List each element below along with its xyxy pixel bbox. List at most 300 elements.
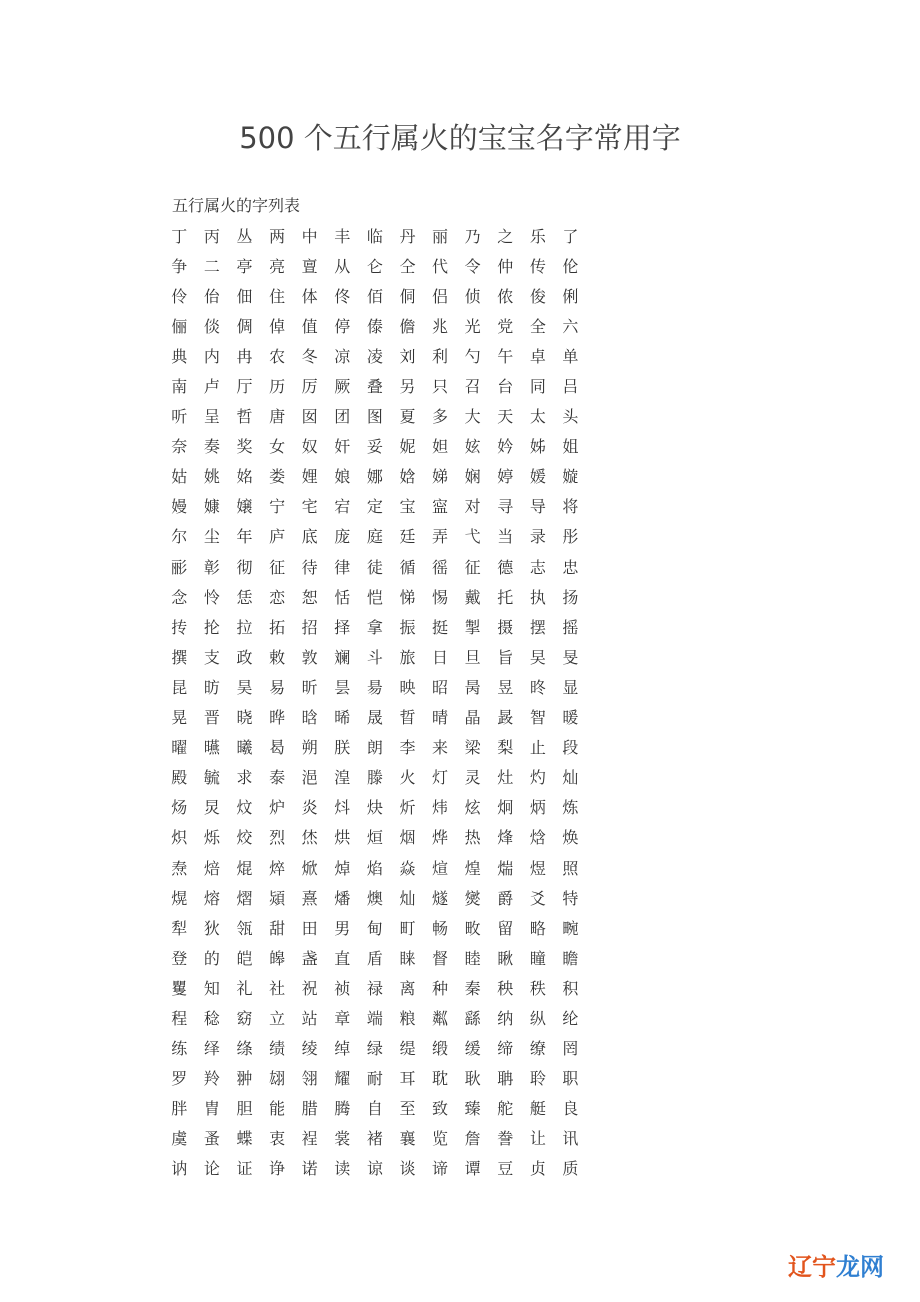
char-cell: 呈 [203,407,220,427]
char-cell: 六 [562,316,579,336]
char-cell: 代 [432,256,449,276]
char-cell: 恁 [236,587,253,607]
char-cell: 丰 [334,226,351,246]
char-cell: 的 [203,948,220,968]
char-cell: 端 [366,1008,383,1028]
char-cell: 誊 [497,1129,514,1149]
char-cell: 挺 [432,617,449,637]
char-cell: 聆 [529,1069,546,1089]
char-cell: 叠 [366,377,383,397]
char-cell: 朔 [301,738,318,758]
char-cell: 李 [399,738,416,758]
char-cell: 耀 [334,1069,351,1089]
char-cell: 昆 [171,677,188,697]
char-cell: 裳 [334,1129,351,1149]
char-cell: 徭 [432,557,449,577]
char-cell: 罗 [171,1069,188,1089]
char-cell: 炔 [366,798,383,818]
char-cell: 凉 [334,346,351,366]
page-title: 500 个五行属火的宝宝名字常用字 [239,121,681,155]
char-cell: 虞 [171,1129,188,1149]
char-cell: 社 [269,978,286,998]
char-cell: 瞅 [497,948,514,968]
char-cell: 纵 [529,1008,546,1028]
char-cell: 煜 [529,858,546,878]
char-cell: 怜 [203,587,220,607]
char-cell: 瓴 [236,918,253,938]
char-cell: 召 [464,377,481,397]
char-cell: 晸 [497,708,514,728]
char-cell: 烨 [432,828,449,848]
char-cell: 绰 [334,1039,351,1059]
char-cell: 焰 [366,858,383,878]
char-cell: 唐 [269,407,286,427]
char-cell: 娌 [301,467,318,487]
char-cell: 止 [529,738,546,758]
char-cell: 烽 [497,828,514,848]
char-cell: 刘 [399,346,416,366]
char-cell: 佁 [203,286,220,306]
char-cell: 大 [464,407,481,427]
char-cell: 讯 [562,1129,579,1149]
char-cell: 了 [562,226,579,246]
char-cell: 廷 [399,527,416,547]
char-cell: 体 [301,286,318,306]
char-cell: 寍 [432,497,449,517]
char-cell: 耐 [366,1069,383,1089]
char-cell: 滕 [366,768,383,788]
char-cell: 俪 [171,316,188,336]
char-cell: 耳 [399,1069,416,1089]
char-cell: 兆 [432,316,449,336]
char-cell: 爵 [497,888,514,908]
char-cell: 定 [366,497,383,517]
char-cell: 德 [497,557,514,577]
char-cell: 离 [399,978,416,998]
char-cell: 映 [399,677,416,697]
char-cell: 光 [464,316,481,336]
char-cell: 厥 [334,377,351,397]
char-cell: 择 [334,617,351,637]
char-cell: 焮 [301,858,318,878]
char-cell: 詹 [464,1129,481,1149]
char-cell: 胄 [203,1099,220,1119]
char-cell: 奴 [301,437,318,457]
char-cell: 爻 [529,888,546,908]
char-cell: 皑 [236,948,253,968]
char-cell: 谭 [464,1159,481,1179]
char-cell: 尘 [203,527,220,547]
char-cell: 罔 [562,1039,579,1059]
char-cell: 照 [562,858,579,878]
char-cell: 绿 [366,1039,383,1059]
char-cell: 晴 [432,708,449,728]
char-cell: 町 [399,918,416,938]
char-cell: 全 [529,316,546,336]
char-cell: 另 [399,377,416,397]
char-cell: 皞 [269,948,286,968]
char-cell: 灿 [399,888,416,908]
char-cell: 至 [399,1099,416,1119]
char-cell: 湟 [334,768,351,788]
char-cell: 旦 [464,647,481,667]
char-cell: 太 [529,407,546,427]
char-cell: 将 [562,497,579,517]
char-cell: 图 [366,407,383,427]
char-cell: 倜 [236,316,253,336]
char-cell: 哲 [236,407,253,427]
char-cell: 循 [399,557,416,577]
char-cell: 朗 [366,738,383,758]
char-cell: 扬 [562,587,579,607]
char-cell: 晞 [334,708,351,728]
char-cell: 律 [334,557,351,577]
char-cell: 傣 [366,316,383,336]
char-cell: 炎 [301,798,318,818]
char-cell: 畹 [562,918,579,938]
char-cell: 缭 [529,1039,546,1059]
char-cell: 旨 [497,647,514,667]
char-cell: 烟 [399,828,416,848]
char-cell: 奏 [203,437,220,457]
char-cell: 毓 [203,768,220,788]
char-cell: 瞻 [562,948,579,968]
char-cell: 腊 [301,1099,318,1119]
char-cell: 历 [269,377,286,397]
char-cell: 褚 [366,1129,383,1149]
char-cell: 羚 [203,1069,220,1089]
char-cell: 昺 [464,677,481,697]
char-cell: 伦 [562,256,579,276]
char-cell: 录 [529,527,546,547]
char-cell: 招 [301,617,318,637]
char-cell: 朕 [334,738,351,758]
char-cell: 练 [171,1039,188,1059]
char-cell: 诤 [269,1159,286,1179]
char-cell: 艇 [529,1099,546,1119]
char-cell: 盏 [301,948,318,968]
char-cell: 两 [269,226,286,246]
char-cell: 纳 [497,1008,514,1028]
char-cell: 晔 [269,708,286,728]
char-cell: 梁 [464,738,481,758]
char-cell: 停 [334,316,351,336]
char-cell: 窈 [236,1008,253,1028]
char-cell: 当 [497,527,514,547]
char-cell: 昕 [301,677,318,697]
char-cell: 忠 [562,557,579,577]
char-cell: 天 [497,407,514,427]
char-cell: 煌 [464,858,481,878]
char-cell: 彻 [236,557,253,577]
char-cell: 姐 [562,437,579,457]
char-cell: 姊 [529,437,546,457]
char-cell: 农 [269,346,286,366]
char-cell: 灵 [464,768,481,788]
char-cell: 利 [432,346,449,366]
char-cell: 敕 [269,647,286,667]
char-cell: 午 [497,346,514,366]
char-cell: 娜 [366,467,383,487]
char-cell: 底 [301,527,318,547]
character-table [163,220,587,1183]
char-cell: 炀 [171,798,188,818]
char-cell: 秧 [497,978,514,998]
char-cell: 尔 [171,527,188,547]
char-cell: 犁 [171,918,188,938]
char-cell: 灯 [432,768,449,788]
char-cell: 侣 [432,286,449,306]
char-cell: 冬 [301,346,318,366]
char-cell: 翎 [301,1069,318,1089]
char-cell: 燧 [432,888,449,908]
char-cell: 晋 [203,708,220,728]
char-cell: 侦 [464,286,481,306]
char-cell: 掣 [464,617,481,637]
char-cell: 来 [432,738,449,758]
char-cell: 烈 [269,828,286,848]
char-cell: 昸 [529,677,546,697]
char-cell: 俊 [529,286,546,306]
char-cell: 嫚 [171,497,188,517]
char-cell: 拓 [269,617,286,637]
char-cell: 焙 [203,858,220,878]
char-cell: 征 [464,557,481,577]
char-cell: 缇 [399,1039,416,1059]
char-cell: 繇 [464,1008,481,1028]
char-cell: 庐 [269,527,286,547]
char-cell: 只 [432,377,449,397]
char-cell: 证 [236,1159,253,1179]
section-subtitle: 五行属火的字列表 [172,196,301,215]
char-cell: 恕 [301,587,318,607]
site-watermark-logo [788,1247,884,1282]
char-cell: 炆 [236,798,253,818]
char-cell: 曜 [171,738,188,758]
char-cell: 粼 [432,1008,449,1028]
char-cell: 盾 [366,948,383,968]
char-cell: 侬 [497,286,514,306]
char-cell: 狄 [203,918,220,938]
char-cell: 灿 [562,768,579,788]
char-cell: 住 [269,286,286,306]
char-cell: 宁 [269,497,286,517]
char-cell: 儋 [399,316,416,336]
char-cell: 党 [497,316,514,336]
char-cell: 诺 [301,1159,318,1179]
char-cell: 直 [334,948,351,968]
char-cell: 熠 [236,888,253,908]
char-cell: 姳 [236,467,253,487]
char-cell: 典 [171,346,188,366]
char-cell: 衷 [269,1129,286,1149]
char-cell: 熀 [171,888,188,908]
char-cell: 登 [171,948,188,968]
char-cell: 厉 [301,377,318,397]
char-cell: 拿 [366,617,383,637]
char-cell: 积 [562,978,579,998]
char-cell: 谈 [399,1159,416,1179]
char-cell: 熔 [203,888,220,908]
char-cell: 旲 [529,647,546,667]
char-cell: 姑 [171,467,188,487]
char-cell: 缔 [497,1039,514,1059]
char-cell: 传 [529,256,546,276]
char-cell: 田 [301,918,318,938]
char-cell: 翃 [269,1069,286,1089]
char-cell: 立 [269,1008,286,1028]
char-cell: 单 [562,346,579,366]
char-cell: 俐 [562,286,579,306]
char-cell: 妮 [399,437,416,457]
char-cell: 乐 [529,226,546,246]
char-cell: 谛 [432,1159,449,1179]
char-cell: 缓 [464,1039,481,1059]
char-cell: 日 [432,647,449,667]
char-cell: 良 [562,1099,579,1119]
char-cell: 焯 [334,858,351,878]
char-cell: 曦 [236,738,253,758]
char-cell: 晓 [236,708,253,728]
char-cell: 乃 [464,226,481,246]
char-cell: 徒 [366,557,383,577]
char-cell: 戴 [464,587,481,607]
char-cell: 瞳 [529,948,546,968]
char-cell: 矍 [171,978,188,998]
char-cell: 值 [301,316,318,336]
char-cell: 摆 [529,617,546,637]
watermark-text-part1: 辽宁 [788,1253,836,1281]
char-cell: 炜 [432,798,449,818]
char-cell: 昉 [203,677,220,697]
char-cell: 炓 [334,798,351,818]
char-cell: 南 [171,377,188,397]
char-cell: 弋 [464,527,481,547]
char-cell: 绫 [301,1039,318,1059]
char-cell: 丹 [399,226,416,246]
char-cell: 烋 [301,828,318,848]
char-cell: 听 [171,407,188,427]
char-cell: 种 [432,978,449,998]
char-cell: 念 [171,587,188,607]
char-cell: 夏 [399,407,416,427]
char-cell: 火 [399,768,416,788]
char-cell: 热 [464,828,481,848]
char-cell: 嬢 [236,497,253,517]
char-cell: 贞 [529,1159,546,1179]
char-cell: 站 [301,1008,318,1028]
char-cell: 抟 [171,617,188,637]
char-cell: 禄 [366,978,383,998]
char-cell: 梨 [497,738,514,758]
char-cell: 程 [171,1008,188,1028]
char-cell: 倬 [269,316,286,336]
char-cell: 执 [529,587,546,607]
char-cell: 娣 [432,467,449,487]
char-cell: 仲 [497,256,514,276]
char-cell: 甸 [366,918,383,938]
char-cell: 寻 [497,497,514,517]
char-cell: 争 [171,256,188,276]
char-cell: 彰 [203,557,220,577]
char-cell: 嫙 [562,467,579,487]
char-cell: 读 [334,1159,351,1179]
char-cell: 旅 [399,647,416,667]
char-cell: 烄 [236,828,253,848]
char-cell: 煊 [432,858,449,878]
char-cell: 政 [236,647,253,667]
char-cell: 昙 [334,677,351,697]
char-cell: 弄 [432,527,449,547]
char-cell: 卓 [529,346,546,366]
char-cell: 纶 [562,1008,579,1028]
char-cell: 焘 [171,858,188,878]
char-cell: 炉 [269,798,286,818]
char-cell: 畅 [432,918,449,938]
char-cell: 甜 [269,918,286,938]
char-cell: 摄 [497,617,514,637]
char-cell: 裎 [301,1129,318,1149]
char-cell: 曣 [203,738,220,758]
char-cell: 绎 [203,1039,220,1059]
char-cell: 讷 [171,1159,188,1179]
char-cell: 昜 [366,677,383,697]
char-cell: 恬 [334,587,351,607]
char-cell: 胖 [171,1099,188,1119]
char-cell: 祝 [301,978,318,998]
char-cell: 略 [529,918,546,938]
char-cell: 浥 [301,768,318,788]
char-cell: 妶 [464,437,481,457]
char-cell: 撰 [171,647,188,667]
char-cell: 伶 [171,286,188,306]
char-cell: 奈 [171,437,188,457]
char-cell: 能 [269,1099,286,1119]
char-cell: 临 [366,226,383,246]
char-cell: 拉 [236,617,253,637]
char-cell: 佰 [366,286,383,306]
char-cell: 知 [203,978,220,998]
char-cell: 质 [562,1159,579,1179]
char-cell: 晃 [171,708,188,728]
char-cell: 秦 [464,978,481,998]
char-cell: 炅 [203,798,220,818]
char-cell: 凌 [366,346,383,366]
char-cell: 烁 [203,828,220,848]
char-cell: 仑 [366,256,383,276]
char-cell: 斓 [334,647,351,667]
char-cell: 妲 [432,437,449,457]
char-cell: 媛 [529,467,546,487]
char-cell: 昭 [432,677,449,697]
char-cell: 畋 [464,918,481,938]
char-cell: 恋 [269,587,286,607]
char-cell: 留 [497,918,514,938]
char-cell: 焕 [562,828,579,848]
char-cell: 宝 [399,497,416,517]
char-cell: 年 [236,527,253,547]
char-cell: 斗 [366,647,383,667]
char-cell: 焜 [236,858,253,878]
char-cell: 览 [432,1129,449,1149]
char-cell: 吕 [562,377,579,397]
char-cell: 焠 [269,858,286,878]
char-cell: 段 [562,738,579,758]
char-cell: 焱 [399,858,416,878]
char-cell: 粮 [399,1008,416,1028]
char-cell: 抡 [203,617,220,637]
char-cell: 征 [269,557,286,577]
